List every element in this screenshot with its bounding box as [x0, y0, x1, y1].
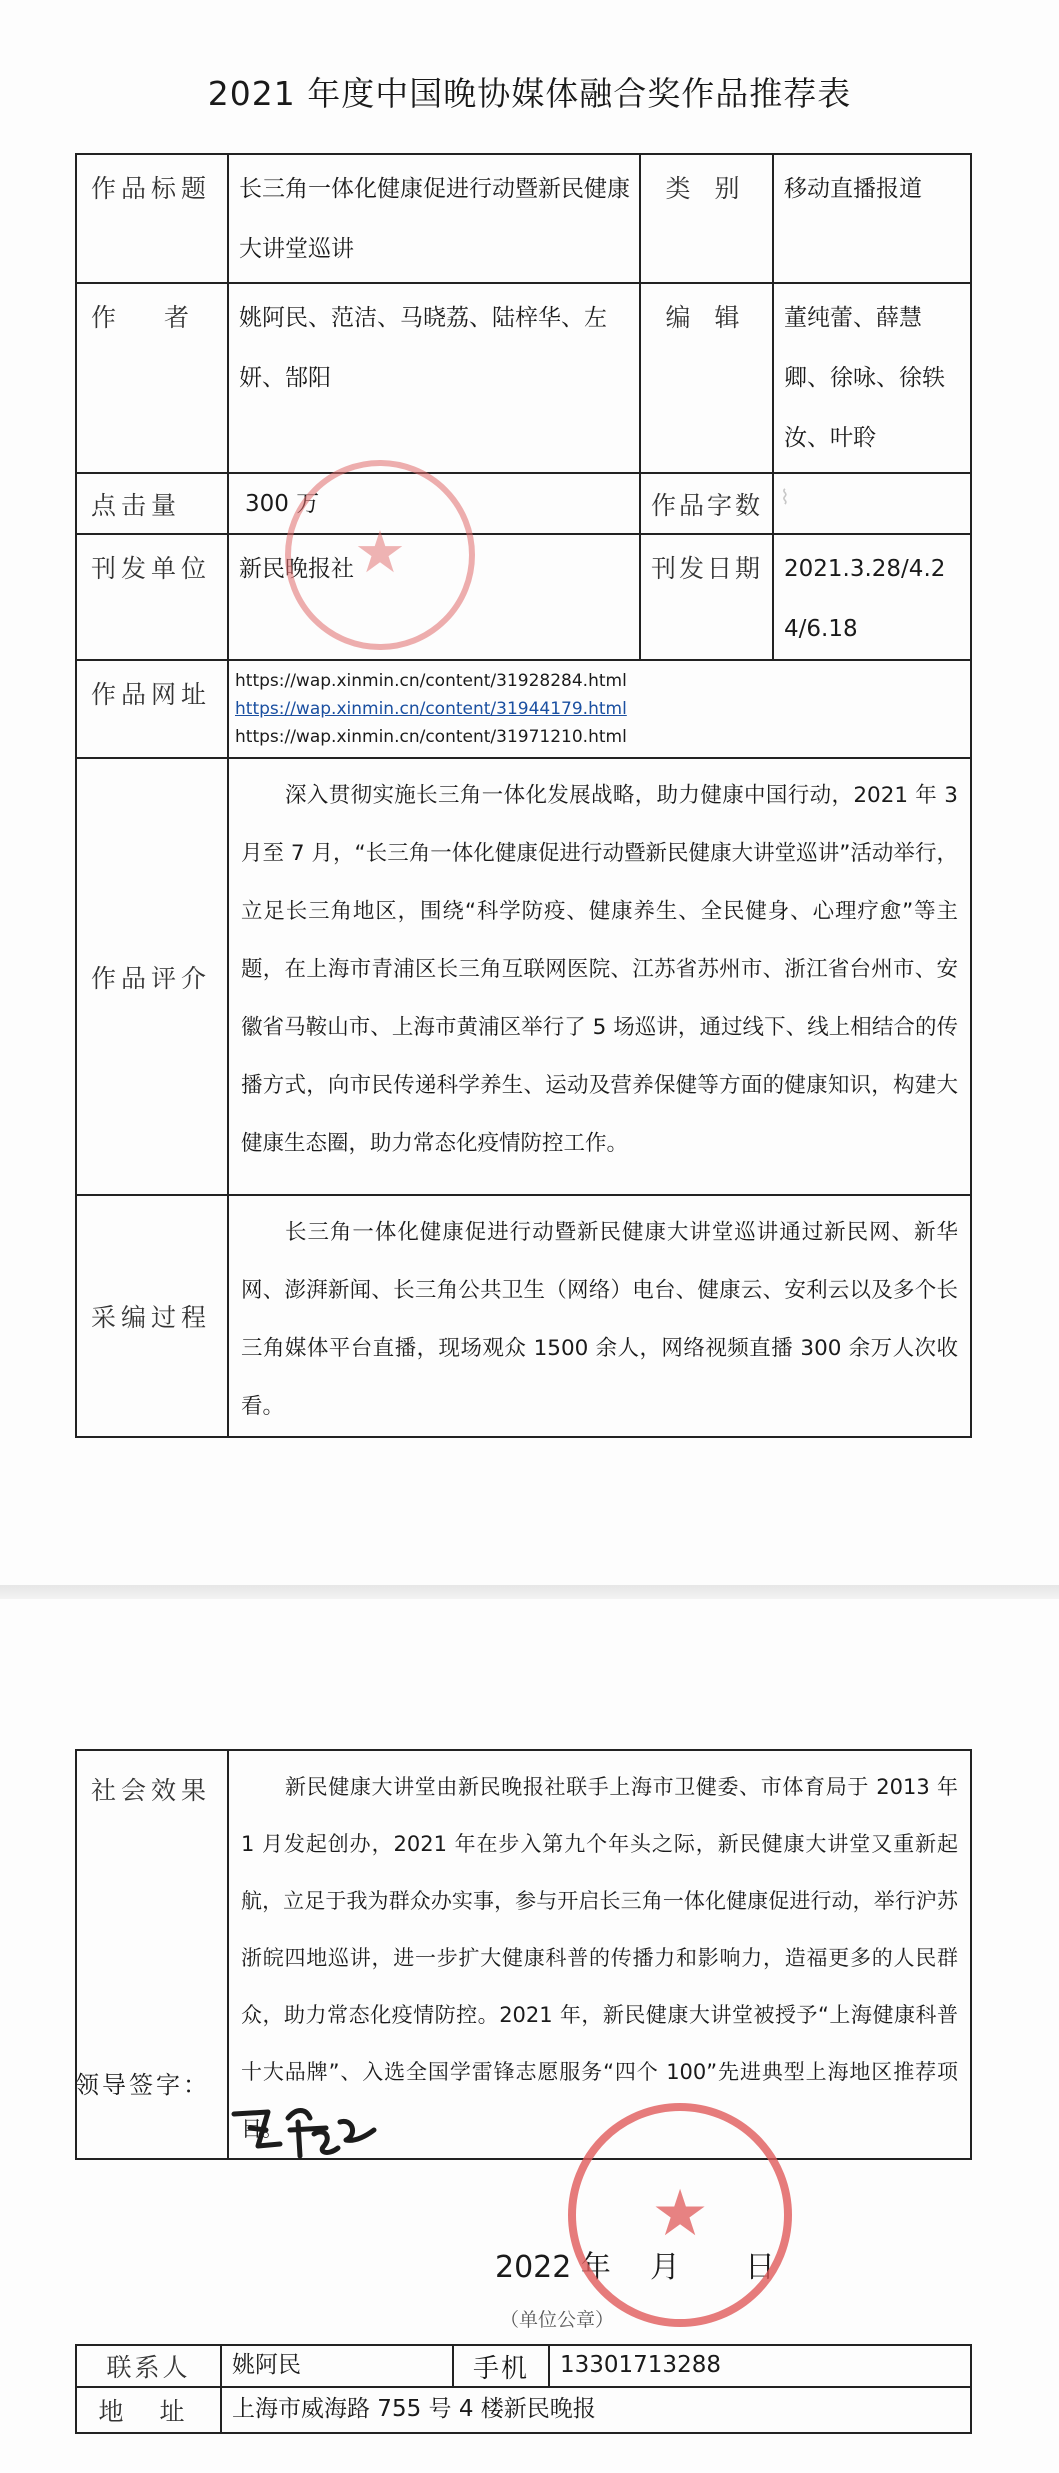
- address-row: [76, 2387, 971, 2433]
- category-label: 类 别: [640, 154, 773, 283]
- leader-sign-label: 领导签字：: [75, 2071, 210, 2099]
- review-label: 作品评介: [76, 758, 228, 1195]
- effect-label: 社会效果: [76, 1750, 228, 2159]
- contact-row: [76, 2345, 971, 2387]
- pub-date-label: 刊发日期: [640, 534, 773, 660]
- process-text: 长三角一体化健康促进行动暨新民健康大讲堂巡讲通过新民网、新华网、澎湃新闻、长三角公共卫生（网络）电台、健康云、安利云以及多个长三角媒体平台直播，现场观众 1500 余人，网络视频直播 300 余万人次收看。: [228, 1195, 971, 1437]
- faint-bleed-through-mark: ⌇: [780, 485, 790, 509]
- editors-value: 董纯蕾、薛慧卿、徐咏、徐轶汝、叶聆: [773, 283, 971, 473]
- form-row-effect: [76, 1750, 971, 2159]
- author-label: 作 者: [76, 283, 228, 473]
- address-value: 上海市威海路 755 号 4 楼新民晚报: [221, 2387, 971, 2433]
- word-count-value: [773, 473, 971, 534]
- editor-label: 编 辑: [640, 283, 773, 473]
- work-title-label: 作品标题: [76, 154, 228, 283]
- date-year: 2022 年: [495, 2250, 611, 2285]
- clicks-value: 300 万: [228, 473, 640, 534]
- effect-text: 新民健康大讲堂由新民晚报社联手上海市卫健委、市体育局于 2013 年 1 月发起创办，2021 年在步入第九个年头之际，新民健康大讲堂又重新起航，立足于我为群众办实事，参与开启长三角一体化健康促进行动，举行沪苏浙皖四地巡讲，进一步扩大健康科普的传播力和影响力，造福更多的人民群众，助力常态化疫情防控。2021 年，新民健康大讲堂被授予“上海健康科普十大品牌”、入选全国学雷锋志愿服务“四个 100”先进典型上海地区推荐项目。: [228, 1750, 971, 2159]
- address-label: 地 址: [76, 2387, 221, 2433]
- phone-value: 13301713288: [549, 2345, 971, 2387]
- category-value: 移动直播报道: [773, 154, 971, 283]
- form-row-clicks: [76, 473, 971, 534]
- handwritten-signature: [228, 2100, 378, 2162]
- document-title: 2021 年度中国晚协媒体融合奖作品推荐表: [207, 74, 852, 113]
- work-title-value: 长三角一体化健康促进行动暨新民健康大讲堂巡讲: [228, 154, 640, 283]
- review-text: 深入贯彻实施长三角一体化发展战略，助力健康中国行动，2021 年 3 月至 7 月，“长三角一体化健康促进行动暨新民健康大讲堂巡讲”活动举行，立足长三角地区，围绕“科学防疫、健康养生、全民健身、心理疗愈”等主题，在上海市青浦区长三角互联网医院、江苏省苏州市、浙江省台州市、安徽省马鞍山市、上海市黄浦区举行了 5 场巡讲，通过线下、线上相结合的传播方式，向市民传递科学养生、运动及营养保健等方面的健康知识，构建大健康生态圈，助力常态化疫情防控工作。: [228, 758, 971, 1195]
- publisher-value: 新民晚报社: [228, 534, 640, 660]
- urls-cell: [228, 660, 971, 758]
- phone-label: 手机: [453, 2345, 549, 2387]
- page-separator: [0, 1585, 1059, 1599]
- svg-text:★: ★: [651, 2177, 709, 2251]
- form-row-title: [76, 154, 971, 283]
- process-label: 采编过程: [76, 1195, 228, 1437]
- authors-value: 姚阿民、范洁、马晓荔、陆梓华、左妍、郜阳: [228, 283, 640, 473]
- url-label: 作品网址: [76, 660, 228, 758]
- form-row-author: [76, 283, 971, 473]
- clicks-label: 点击量: [76, 473, 228, 534]
- work-url-link[interactable]: https://wap.xinmin.cn/content/31928284.html: [235, 671, 627, 691]
- form-row-process: [76, 1195, 971, 1437]
- seal-note: （单位公章）: [500, 2309, 615, 2331]
- date-day: 日: [745, 2250, 775, 2285]
- work-url-link[interactable]: https://wap.xinmin.cn/content/31944179.html: [235, 699, 627, 719]
- form-row-urls: [76, 660, 971, 758]
- work-url-link[interactable]: https://wap.xinmin.cn/content/31971210.html: [235, 727, 627, 747]
- contact-value: 姚阿民: [221, 2345, 453, 2387]
- contact-table: [75, 2344, 972, 2434]
- contact-label: 联系人: [76, 2345, 221, 2387]
- form-row-review: [76, 758, 971, 1195]
- recommendation-form-table: [75, 153, 972, 1438]
- svg-text:★: ★: [354, 518, 406, 586]
- date-month: 月: [650, 2250, 680, 2285]
- word-count-label: 作品字数: [640, 473, 773, 534]
- form-row-publisher: [76, 534, 971, 660]
- publisher-label: 刊发单位: [76, 534, 228, 660]
- pub-date-value: 2021.3.28/4.24/6.18: [773, 534, 971, 660]
